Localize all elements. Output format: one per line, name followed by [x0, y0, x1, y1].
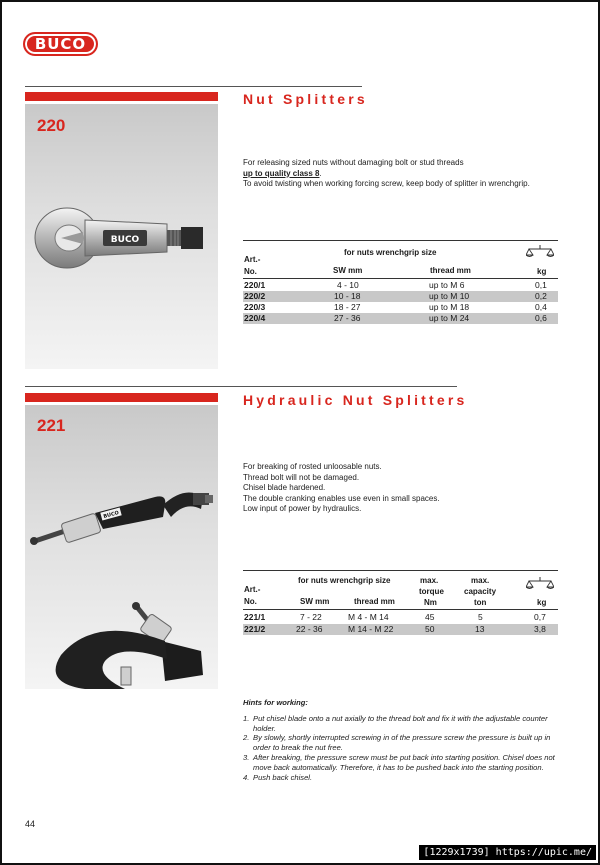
section-divider [25, 86, 362, 87]
punctuation: . [319, 168, 322, 178]
section-divider [25, 386, 457, 387]
header-max-torque: max. [420, 576, 439, 585]
page-number: 44 [25, 819, 36, 829]
hint-text: Push back chisel. [253, 772, 313, 782]
header-kg: kg [537, 598, 547, 607]
description-line [243, 169, 543, 180]
cell-capacity: 5 [478, 612, 483, 622]
header-kg: kg [537, 267, 547, 276]
cell-sw: 18 - 27 [334, 302, 361, 312]
cell-thread: M 4 - M 14 [348, 612, 389, 622]
cell-thread: up to M 24 [429, 313, 470, 323]
section-description [243, 158, 543, 190]
hints-heading: Hints for working: [243, 698, 308, 707]
logo-text: BUCO [34, 35, 87, 53]
table-row [243, 313, 558, 324]
table-row [243, 612, 558, 623]
cell-sw: 4 - 10 [337, 280, 359, 290]
article-code: 221 [37, 416, 66, 435]
cell-thread: M 14 - M 22 [348, 624, 394, 634]
description-line: To avoid twisting when working forcing screw, keep body of splitter in wrenchgrip. [243, 179, 530, 188]
hint-number: 4. [243, 772, 250, 782]
scale-icon [526, 576, 554, 594]
cell-kg: 0,1 [535, 280, 547, 290]
header-sw: SW mm [300, 597, 330, 606]
section-red-bar [25, 92, 218, 101]
cell-art-no: 220/3 [244, 302, 266, 312]
cell-art-no: 220/4 [244, 313, 266, 323]
hint-item [243, 733, 561, 753]
header-art: Art.- [244, 585, 261, 594]
description-line: For breaking of rosted unloosable nuts. [243, 462, 382, 471]
header-group: for nuts wrenchgrip size [344, 248, 437, 257]
cell-art-no: 221/1 [244, 612, 266, 622]
cell-kg: 0,6 [535, 313, 547, 323]
hint-number: 2. [243, 733, 250, 743]
hint-item [243, 773, 561, 783]
header-torque: torque [419, 587, 444, 596]
cell-thread: up to M 18 [429, 302, 470, 312]
description-line: Low input of power by hydraulics. [243, 504, 362, 513]
hints-list [243, 714, 561, 783]
hint-text: After breaking, the pressure screw must be put back into starting position. Chisel does not move back automatically. Therefore, it has to be pushed back into the starting position. [253, 752, 555, 772]
header-max-capacity: max. [471, 576, 490, 585]
spec-table-220 [243, 240, 558, 330]
header-ton: ton [474, 598, 487, 607]
table-rule [243, 609, 558, 610]
table-rule [243, 278, 558, 279]
cell-torque: 50 [425, 624, 435, 634]
section-title: Nut Splitters [243, 91, 368, 107]
hydraulic-nut-splitter-image [25, 405, 218, 689]
cell-sw: 27 - 36 [334, 313, 361, 323]
cell-thread: up to M 6 [429, 280, 465, 290]
section-description [243, 462, 543, 515]
svg-text:BUCO: BUCO [110, 235, 140, 245]
cell-kg: 3,8 [534, 624, 546, 634]
cell-art-no: 220/1 [244, 280, 266, 290]
header-art: Art.- [244, 255, 261, 264]
hint-text: By slowly, shortly interrupted screwing in of the pressure screw the pressure is built up in order to break the nut free. [253, 733, 551, 753]
cell-sw: 7 - 22 [300, 612, 322, 622]
hint-number: 3. [243, 752, 250, 762]
description-line: For releasing sized nuts without damaging bolt or stud threads [243, 158, 464, 167]
cell-capacity: 13 [475, 624, 485, 634]
cell-sw: 22 - 36 [296, 624, 323, 634]
header-capacity: capacity [464, 587, 497, 596]
description-line: Chisel blade hardened. [243, 483, 326, 492]
product-image-panel-221 [25, 405, 218, 689]
spec-table-221 [243, 570, 558, 640]
section-title: Hydraulic Nut Splitters [243, 392, 468, 408]
cell-art-no: 221/2 [244, 624, 266, 634]
header-thread: thread mm [354, 597, 395, 606]
header-no: No. [244, 597, 257, 606]
description-line: Thread bolt will not be damaged. [243, 472, 360, 482]
buco-logo [23, 32, 98, 56]
cell-torque: 45 [425, 612, 435, 622]
section-red-bar [25, 393, 218, 402]
cell-thread: up to M 10 [429, 291, 470, 301]
article-code: 220 [37, 116, 66, 135]
cell-kg: 0,7 [534, 612, 546, 622]
table-row [243, 291, 558, 302]
hint-item [243, 714, 561, 734]
product-image-panel-220 [25, 104, 218, 369]
table-row [243, 280, 558, 291]
svg-text:BUCO: BUCO [102, 510, 120, 520]
header-thread: thread mm [430, 266, 471, 275]
header-sw: SW mm [333, 266, 363, 275]
description-line: The double cranking enables use even in small spaces. [243, 493, 440, 503]
working-hints [243, 698, 561, 782]
table-row [243, 302, 558, 313]
table-rule [243, 570, 558, 571]
hint-number: 1. [243, 713, 250, 723]
nut-splitter-image [25, 104, 218, 369]
cell-sw: 10 - 18 [334, 291, 361, 301]
header-no: No. [244, 267, 257, 276]
cell-art-no: 220/2 [244, 291, 266, 301]
header-group: for nuts wrenchgrip size [298, 576, 391, 585]
cell-kg: 0,4 [535, 302, 547, 312]
table-row [243, 624, 558, 635]
scale-icon [526, 244, 554, 262]
hint-item [243, 753, 561, 773]
quality-class-underlined: up to quality class 8 [243, 168, 320, 178]
hint-text: Put chisel blade onto a nut axially to the thread bolt and fix it with the adjustable counter holder. [253, 713, 548, 733]
cell-kg: 0,2 [535, 291, 547, 301]
image-watermark: [1229x1739] https://upic.me/ [419, 845, 596, 860]
header-nm: Nm [424, 598, 437, 607]
table-rule [243, 240, 558, 241]
